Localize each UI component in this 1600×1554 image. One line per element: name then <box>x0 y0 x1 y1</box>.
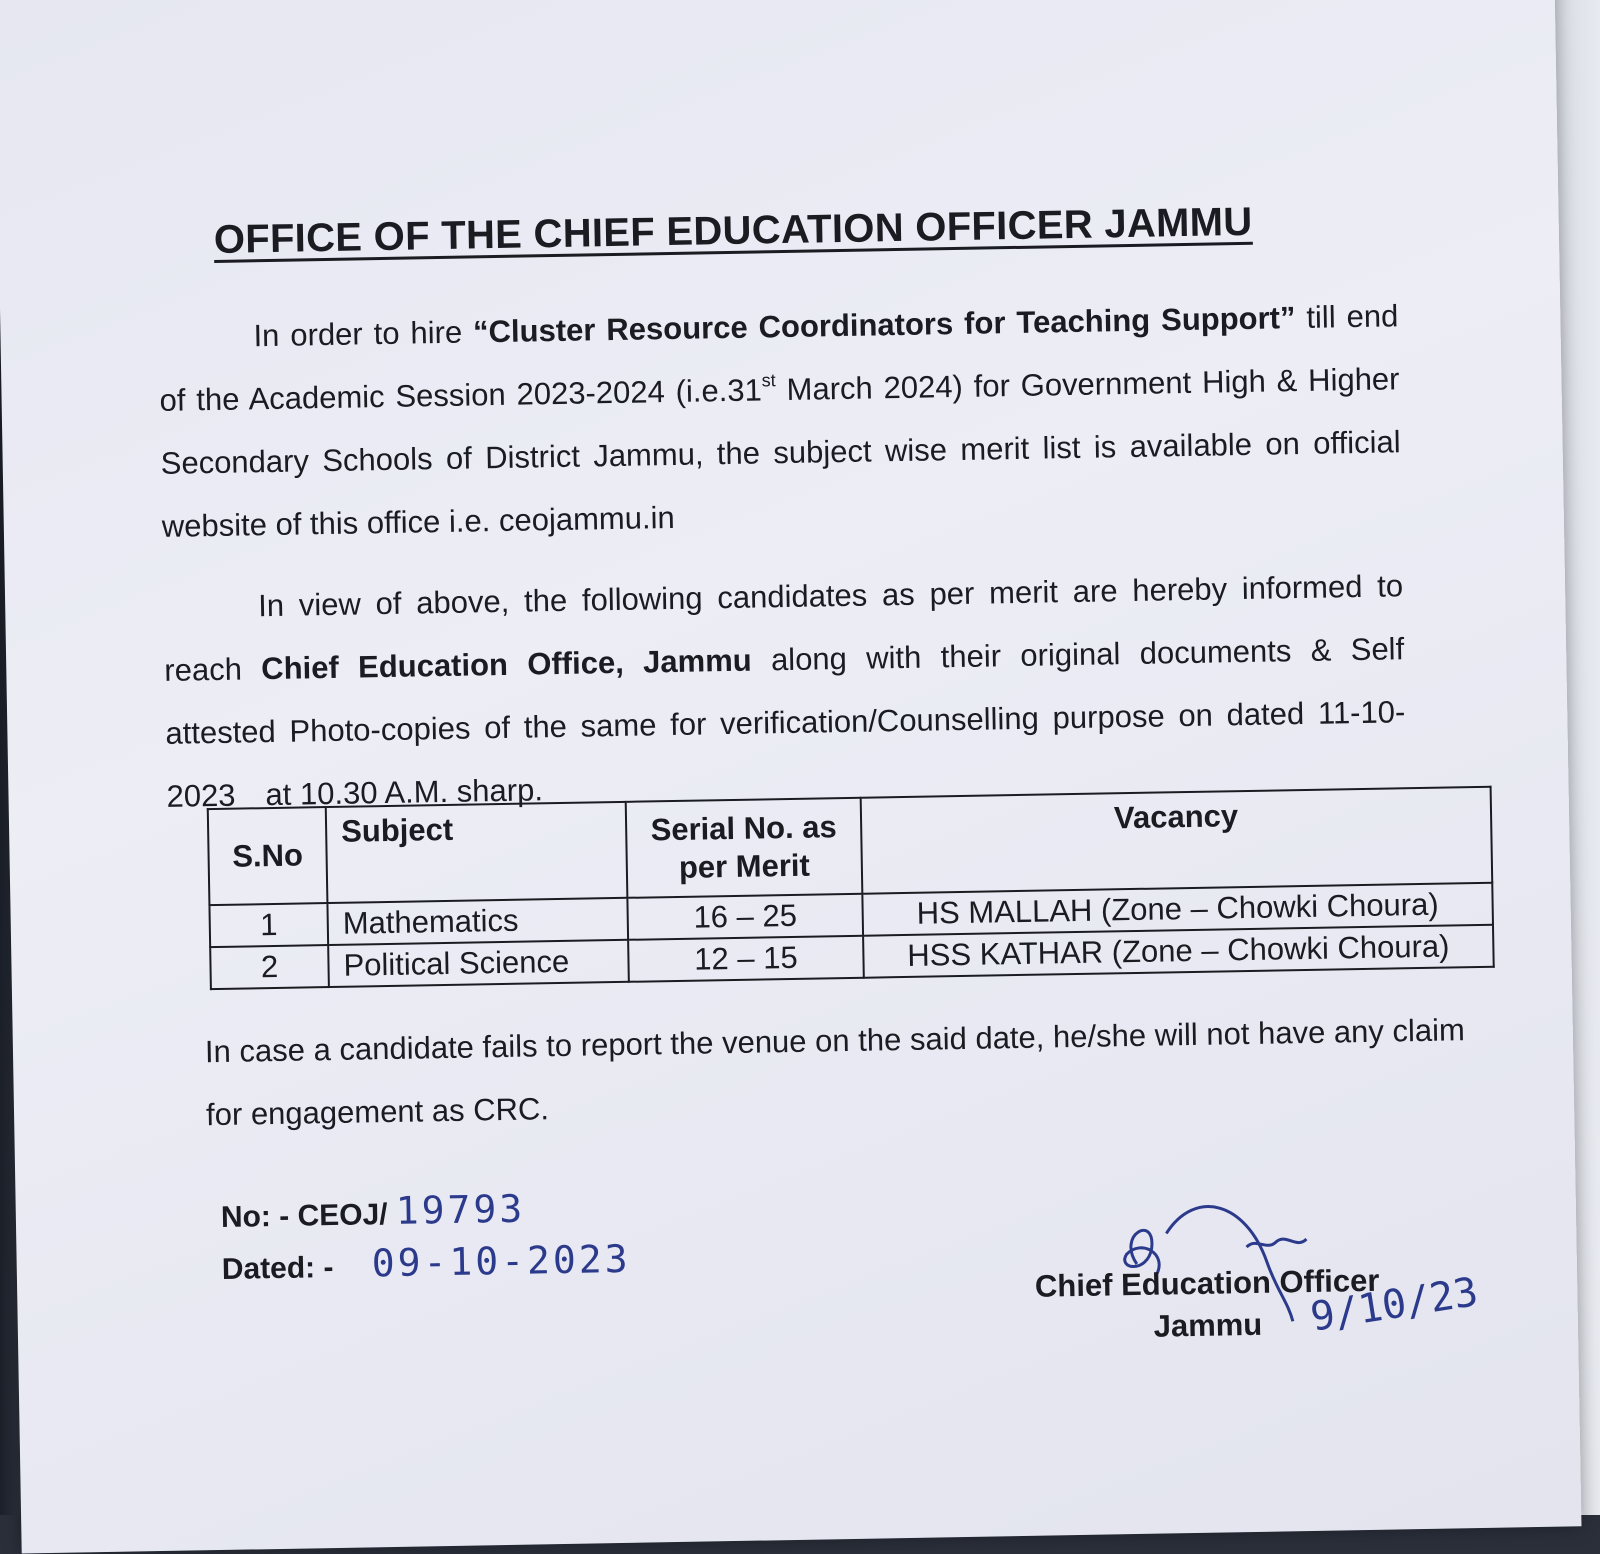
para2-lead: In view of above, the following candidates as per merit are hereby informed to reach <box>164 568 1404 688</box>
header-serial: Serial No. as per Merit <box>626 798 863 898</box>
para1-text-b: March 2024) for Government High & Higher Secondary Schools of District Jammu, the subject wise merit list is available on official website of this office i.e. ceojammu.in <box>160 361 1401 544</box>
signatory-block <box>1012 1259 1403 1350</box>
cell-vacancy: HSS KATHAR (Zone – Chowki Choura) <box>863 925 1494 978</box>
post-title: “Cluster Resource Coordinators for Teaching Support” <box>472 300 1296 350</box>
cell-sno: 1 <box>209 903 328 947</box>
reference-date-label: Dated: - <box>221 1251 334 1286</box>
para1-text-a: till end of the Academic Session 2023-2024 (i.e.31 <box>159 298 1399 418</box>
office-title: OFFICE OF THE CHIEF EDUCATION OFFICER JAMMU <box>213 199 1253 262</box>
header-sno: S.No <box>208 807 328 905</box>
reference-date-line <box>221 1235 631 1294</box>
cell-serial: 12 – 15 <box>628 936 864 982</box>
header-subject: Subject <box>326 802 628 903</box>
cell-serial: 16 – 25 <box>627 894 863 940</box>
reference-date-value: 09-10-2023 <box>371 1236 631 1286</box>
reference-number-label: No: - CEOJ/ <box>220 1198 388 1234</box>
reference-number-value: 19793 <box>395 1186 526 1233</box>
cell-subject: Political Science <box>328 940 629 987</box>
signatory-place: Jammu <box>1153 1306 1263 1344</box>
paragraph-reporting-instructions <box>163 554 1407 828</box>
cell-vacancy: HS MALLAH (Zone – Chowki Choura) <box>862 883 1493 936</box>
cell-subject: Mathematics <box>327 898 628 945</box>
reference-number-line <box>220 1183 630 1242</box>
merit-table <box>207 786 1495 990</box>
cell-sno: 2 <box>210 945 329 989</box>
signatory-designation: Chief Education Officer <box>1034 1262 1380 1304</box>
paragraph-warning: In case a candidate fails to report the venue on the said date, he/she will not have any claim for engagement as CRC. <box>204 1012 1466 1133</box>
signature-date: 9/10/23 <box>1307 1268 1482 1341</box>
header-vacancy: Vacancy <box>861 787 1493 894</box>
para2-text-b: at 10.30 A.M. sharp. <box>265 772 544 813</box>
office-name: Chief Education Office, Jammu <box>260 642 752 687</box>
paragraph-hiring-notice <box>158 284 1402 558</box>
para1-lead: In order to hire <box>253 314 474 354</box>
ordinal-suffix: st <box>761 370 776 391</box>
reference-block <box>220 1183 631 1294</box>
para2-text-a: along with their original documents & Self attested Photo-copies of the same for verification/Counselling purpose on dated 11-10-2023 <box>165 631 1406 814</box>
